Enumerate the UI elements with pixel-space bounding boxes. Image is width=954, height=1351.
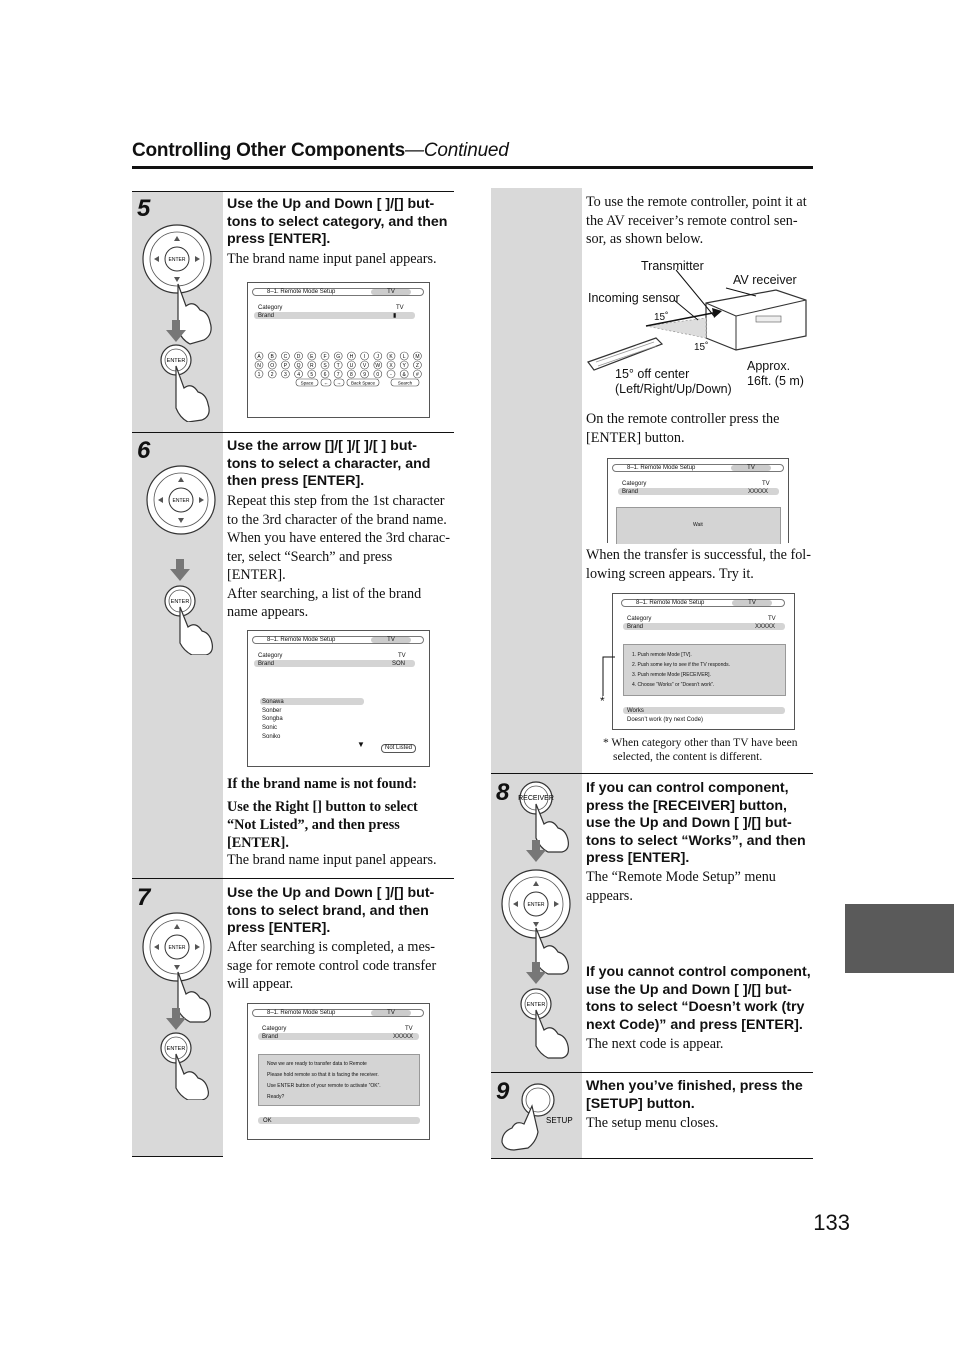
- brand-value: XXXXX: [748, 489, 769, 495]
- remote-pointing-line1: To use the remote controller, point it at: [586, 194, 807, 210]
- key-label: U: [349, 362, 354, 369]
- key-label: 5: [310, 371, 314, 378]
- step7-number: 7: [137, 884, 151, 911]
- svg-text:ENTER: ENTER: [168, 945, 186, 951]
- key-label: I: [363, 353, 366, 360]
- category-value: TV: [396, 305, 404, 311]
- key-label: W: [375, 362, 381, 369]
- step7-p3: will appear.: [227, 976, 294, 992]
- key-label: J: [376, 353, 380, 360]
- right-top-gray-panel: [491, 188, 582, 773]
- brand-row-highlight: [254, 312, 415, 319]
- brand-list-screen: [247, 630, 430, 767]
- step7-bottom-rule: [132, 1156, 223, 1157]
- key-label: 6: [323, 371, 327, 378]
- key-label: T: [336, 362, 340, 369]
- distance-line1: Approx.: [747, 359, 791, 373]
- step8-remote-icons: [496, 780, 580, 1060]
- distance-line2: 16ft. (5 m): [747, 374, 804, 388]
- step8-alt-line1: If you cannot control component,: [586, 964, 811, 980]
- brand-value: XXXXX: [393, 1034, 414, 1040]
- svg-text:ENTER: ENTER: [527, 902, 545, 908]
- step9-line2: [SETUP] button.: [586, 1095, 695, 1112]
- category-label: Category: [622, 481, 647, 487]
- key-label: G: [336, 353, 341, 360]
- receiver-leader: [726, 288, 756, 296]
- footnote-line2: selected, the content is different.: [613, 751, 763, 763]
- screen-header-tv: TV: [371, 637, 411, 643]
- transfer-ready-screen: [247, 1003, 430, 1140]
- svg-text:RECEIVER: RECEIVER: [518, 795, 554, 802]
- try-steps-box: [623, 644, 786, 696]
- works-option: Works: [627, 708, 644, 714]
- dpad-icon: [143, 913, 211, 981]
- key-label: 3: [284, 371, 287, 378]
- ok-row-highlight: [258, 1117, 420, 1124]
- transfer-message-line: Use ENTER button of your remote to activate “OK”.: [267, 1083, 381, 1089]
- key-label: X: [389, 362, 393, 369]
- svg-text:ENTER: ENTER: [172, 498, 190, 504]
- footnote-line1: * When category other than TV have been: [603, 737, 798, 749]
- key-label: #: [416, 371, 419, 378]
- step8-line5: press [ENTER].: [586, 850, 690, 866]
- brand-list-item: Sonic: [262, 725, 278, 731]
- brand-label: Brand: [262, 1034, 279, 1040]
- press-enter-line1: On the remote controller press the: [586, 411, 780, 427]
- screen-header-tv: TV: [371, 1010, 411, 1016]
- step6-instruction: [227, 438, 453, 491]
- brand-value: XXXXX: [755, 624, 776, 630]
- step9-bottom-rule: [491, 1158, 813, 1159]
- down-arrow-icon: [170, 559, 190, 581]
- brand-list-item: Songba: [262, 716, 283, 722]
- step8-desc-line1: The “Remote Mode Setup” menu: [586, 869, 776, 885]
- key-label: 1: [257, 371, 261, 378]
- key-label: V: [362, 362, 367, 369]
- category-value: TV: [762, 481, 770, 487]
- step7-p2: sage for remote control code transfer: [227, 957, 437, 974]
- step5-line3: press [ENTER].: [227, 231, 331, 247]
- brand-list-item: Sonawa: [262, 699, 284, 705]
- key-label: 7: [336, 371, 340, 378]
- av-receiver-icon: [706, 290, 806, 350]
- doesnt-work-option: Doesn’t work (try next Code): [627, 717, 704, 723]
- key-label: 4: [297, 371, 300, 378]
- step7-remote-icons: [138, 910, 218, 1100]
- screen-header-tv: TV: [371, 289, 411, 295]
- key-wide-label: Search: [397, 380, 413, 386]
- page-number: 133: [813, 1210, 850, 1235]
- step6-p2: to the 3rd character of the brand name.: [227, 511, 447, 528]
- screen-menu-title: 8–1. Remote Mode Setup: [267, 289, 336, 295]
- remote-pointing-line2: the AV receiver’s remote control sen-: [586, 212, 798, 229]
- not-found-title: If the brand name is not found:: [227, 776, 417, 792]
- category-label: Category: [258, 305, 283, 311]
- transfer-success-line2: lowing screen appears. Try it.: [586, 565, 754, 582]
- key-label: A: [257, 353, 261, 360]
- category-label: Category: [262, 1026, 287, 1032]
- section-title-continued: —Continued: [405, 140, 509, 161]
- dpad-icon: [147, 466, 215, 534]
- not-found-instruction: [227, 798, 453, 852]
- side-tab-marker: [845, 904, 954, 973]
- key-label: S: [323, 362, 327, 369]
- step5-remote-icons: [138, 222, 218, 422]
- off-center-line1: 15° off center: [615, 367, 690, 381]
- step6-line2: tons to select a character, and: [227, 455, 431, 472]
- key-wide-label: ←: [323, 380, 329, 386]
- transmitter-label: Transmitter: [641, 259, 704, 273]
- transfer-success-text: [586, 546, 814, 583]
- screen-header-tv: TV: [732, 600, 772, 606]
- step6-number: 6: [137, 437, 151, 464]
- step8-alt-instruction: [586, 964, 814, 1034]
- step5-instruction: [227, 196, 453, 249]
- key-label: L: [402, 353, 406, 360]
- wait-screen: [607, 458, 789, 543]
- key-label: Q: [296, 362, 301, 369]
- not-found-line3: [ENTER].: [227, 835, 289, 851]
- key-label: 0: [376, 371, 380, 378]
- step9-line1: When you’ve finished, press the: [586, 1078, 803, 1094]
- key-wide-label: →: [336, 380, 342, 386]
- not-found-description: The brand name input panel appears.: [227, 852, 437, 868]
- key-label: P: [283, 362, 288, 369]
- try-step-line: 1. Push remote Mode [TV].: [632, 652, 692, 658]
- step7-line2: tons to select brand, and then: [227, 902, 429, 919]
- setup-button-icon: [522, 1084, 554, 1116]
- step8-alt-line2: use the Up and Down [ ]/[] but-: [586, 981, 792, 998]
- screen-menu-title: 8–1. Remote Mode Setup: [636, 600, 705, 606]
- step5-line1: Use the Up and Down [ ]/[] but-: [227, 196, 435, 212]
- key-label: C: [283, 353, 288, 360]
- step6-line1: Use the arrow []/[ ]/[ ]/[ ] but-: [227, 438, 417, 454]
- key-label: K: [389, 353, 393, 360]
- incoming-sensor-label: Incoming sensor: [588, 291, 680, 305]
- screen-menu-title: 8–1. Remote Mode Setup: [267, 637, 336, 643]
- step7-p1: After searching is completed, a mes-: [227, 939, 436, 955]
- category-label: Category: [258, 653, 283, 659]
- brand-input-screen: [247, 282, 430, 418]
- section-title-text: Controlling Other Components: [132, 140, 406, 161]
- transfer-message-line: Ready?: [267, 1094, 285, 1100]
- setup-label: SETUP: [546, 1116, 573, 1125]
- key-label: -: [390, 371, 392, 378]
- not-found-line1: Use the Right [] button to select: [227, 799, 418, 815]
- angle-top-label: 15˚: [654, 312, 669, 323]
- try-step-line: 4. Choose “Works” or “Doesn’t work”.: [632, 682, 715, 688]
- press-enter-text: [586, 410, 814, 447]
- key-label: 8: [350, 371, 353, 378]
- key-label: M: [415, 353, 420, 360]
- step8-alt-description: The next code is appear.: [586, 1036, 724, 1052]
- category-label: Category: [627, 616, 652, 622]
- step7-line1: Use the Up and Down [ ]/[] but-: [227, 885, 435, 901]
- key-label: R: [309, 362, 314, 369]
- key-label: D: [296, 353, 301, 360]
- not-listed-button: Not Listed: [381, 744, 416, 753]
- screen-header-tv: TV: [731, 465, 771, 471]
- transmitter-leader: [676, 270, 714, 316]
- wait-box: [616, 507, 781, 544]
- angle-bottom-label: 15˚: [694, 342, 709, 353]
- transfer-message-line: Now we are ready to transfer data to Remote: [267, 1061, 367, 1067]
- svg-text:ENTER: ENTER: [166, 1046, 186, 1052]
- try-it-screen: [612, 593, 795, 730]
- screen-header: [252, 636, 424, 644]
- key-label: E: [310, 353, 314, 360]
- step6-body: [227, 492, 455, 622]
- key-label: 9: [363, 371, 366, 378]
- key-wide-label: Back Space: [350, 380, 376, 386]
- ok-option: OK: [263, 1118, 272, 1124]
- works-row-highlight: [623, 707, 785, 714]
- step8-description: [586, 868, 814, 905]
- brand-label: Brand: [622, 489, 639, 495]
- step6-line3: then press [ENTER].: [227, 473, 365, 489]
- distance-label: [747, 359, 804, 389]
- step9-number: 9: [496, 1078, 510, 1105]
- step8-line4: tons to select “Works”, and then: [586, 832, 806, 849]
- category-value: TV: [405, 1026, 413, 1032]
- key-label: O: [270, 362, 275, 369]
- step9-description: The setup menu closes.: [586, 1115, 719, 1131]
- key-label: Y: [402, 362, 406, 369]
- screen-header: [252, 1009, 424, 1017]
- remote-controller-icon: [588, 338, 662, 370]
- step6-p6: After searching, a list of the brand: [227, 585, 422, 602]
- not-found-line2: “Not Listed”, and then press: [227, 817, 400, 833]
- brand-list-item: Soniko: [262, 734, 281, 740]
- step6-p5: [ENTER].: [227, 567, 286, 583]
- brand-value: SON: [392, 661, 406, 667]
- remote-pointing-text: [586, 193, 814, 249]
- step6-remote-icons: [142, 465, 222, 655]
- key-label: N: [257, 362, 261, 369]
- brand-label: Brand: [258, 661, 275, 667]
- section-title: [132, 140, 509, 162]
- svg-text:ENTER: ENTER: [170, 599, 190, 605]
- av-receiver-label: AV receiver: [733, 273, 797, 287]
- transfer-message-line: Please hold remote so that it is facing the receiver.: [267, 1072, 379, 1078]
- category-value: TV: [398, 653, 406, 659]
- svg-text:ENTER: ENTER: [168, 257, 186, 263]
- brand-list-item: Sonber: [262, 708, 282, 714]
- svg-text:ENTER: ENTER: [166, 358, 186, 364]
- key-wide-label: Space: [300, 380, 314, 386]
- brand-label: Brand: [627, 624, 644, 630]
- step8-line2: press the [RECEIVER] button,: [586, 797, 788, 814]
- step9-instruction: [586, 1078, 814, 1113]
- step8-alt-line4: next Code)” and press [ENTER].: [586, 1016, 803, 1033]
- scroll-down-icon: ▼: [357, 740, 365, 749]
- step6-p4: ter, select “Search” and press: [227, 548, 393, 565]
- step8-number: 8: [496, 779, 510, 806]
- off-center-label: [615, 367, 732, 397]
- transfer-success-line1: When the transfer is successful, the fol-: [586, 547, 811, 563]
- step7-instruction: [227, 885, 453, 938]
- key-label: 2: [270, 371, 274, 378]
- step8-line1: If you can control component,: [586, 780, 789, 796]
- step5-number: 5: [137, 195, 151, 222]
- title-rule: [132, 166, 813, 169]
- footnote: [603, 736, 815, 764]
- transfer-message-box: [258, 1054, 420, 1106]
- step5-line2: tons to select category, and then: [227, 213, 448, 230]
- wait-text: Wait: [693, 522, 703, 528]
- step9-remote-icons: [496, 1080, 580, 1152]
- screen-menu-title: 8–1. Remote Mode Setup: [627, 465, 696, 471]
- step8-desc-line2: appears.: [586, 887, 633, 904]
- press-enter-line2: [ENTER] button.: [586, 429, 685, 446]
- step8-alt-line3: tons to select “Doesn’t work (try: [586, 999, 805, 1015]
- key-label: F: [323, 353, 327, 360]
- screen-header: [612, 464, 784, 472]
- try-step-line: 3. Push remote Mode [RECEIVER].: [632, 672, 711, 678]
- svg-text:ENTER: ENTER: [526, 1002, 546, 1008]
- screen-header: [252, 288, 424, 296]
- hand-pointer-icon: [502, 1106, 538, 1150]
- step6-p1: Repeat this step from the 1st character: [227, 493, 445, 509]
- step7-body: [227, 938, 455, 994]
- category-value: TV: [768, 616, 776, 622]
- remote-pointing-line3: sor, as shown below.: [586, 231, 704, 247]
- step6-p3: When you have entered the 3rd charac-: [227, 530, 450, 546]
- step5-description: The brand name input panel appears.: [227, 251, 437, 267]
- key-label: B: [270, 353, 274, 360]
- key-label: &: [402, 371, 406, 378]
- dpad-icon: [502, 870, 570, 938]
- screen-menu-title: 8–1. Remote Mode Setup: [267, 1010, 336, 1016]
- step8-instruction: [586, 780, 814, 868]
- asterisk-marker: *: [600, 694, 605, 708]
- try-step-line: 2. Push some key to see if the TV responds.: [632, 662, 731, 668]
- key-label: H: [349, 353, 354, 360]
- off-center-line2: (Left/Right/Up/Down): [615, 382, 732, 396]
- brand-row-highlight: [254, 660, 415, 667]
- brand-cursor: ▮: [393, 313, 397, 319]
- step8-line3: use the Up and Down [ ]/[] but-: [586, 815, 792, 831]
- brand-label: Brand: [258, 313, 275, 319]
- dpad-icon: [143, 225, 211, 293]
- step7-line3: press [ENTER].: [227, 920, 331, 936]
- step6-p7: name appears.: [227, 604, 309, 620]
- screen-header: [621, 599, 785, 607]
- key-label: Z: [415, 362, 419, 369]
- character-keyboard: [252, 351, 428, 389]
